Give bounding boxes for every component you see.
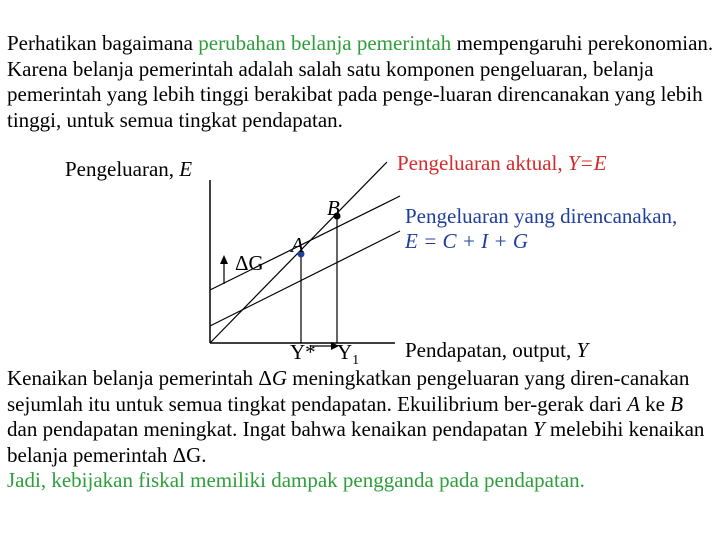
- x-axis-label-text: Pendapatan, output,: [405, 338, 577, 362]
- actual-line-label-text: Pengeluaran aktual,: [397, 151, 568, 175]
- intro-highlight: perubahan belanja pemerintah: [198, 31, 452, 55]
- outro-delta-g: ΔG.: [172, 442, 207, 467]
- x-axis-label: [405, 338, 588, 362]
- y-axis-label: [65, 157, 192, 181]
- point-b-text: B: [327, 196, 340, 220]
- actual-line-eq: Y=E: [567, 151, 607, 175]
- outro-y: Y: [532, 417, 545, 441]
- outro-delta: Δ: [258, 366, 272, 390]
- outro-conclusion: Jadi, kebijakan fiskal memiliki dampak pengganda pada pendapatan.: [7, 468, 585, 492]
- y-axis-label-text: Pengeluaran,: [65, 157, 180, 181]
- planned-line-label-1: Pengeluaran yang direncanakan,: [405, 204, 678, 228]
- planned-line-label-2: [405, 229, 528, 253]
- point-b-label: [327, 196, 340, 220]
- delta-g-label: ΔG: [235, 251, 264, 275]
- outro-g: G: [271, 366, 287, 390]
- actual-line-label: [397, 151, 607, 175]
- delta-g-arrow-head: [220, 255, 228, 264]
- outro-text-3: ke: [639, 391, 671, 416]
- intro-text-2: mempengaruhi perekonomian. Karena belanja pemerintah adalah salah satu komponen pengeluaran, belanja pemerintah yang lebih tinggi berakibat pada penge-luaran direncanakan yang lebih tinggi, untuk semua tingkat pendapatan.: [7, 31, 714, 132]
- planned-expenditure-line-new: [210, 196, 400, 290]
- outro-text-2: meningkatkan pengeluaran yang diren-canakan sejumlah itu untuk semua tingkat pendapatan. Ekuilibrium ber-gerak dari: [7, 366, 690, 416]
- outro-text-4: dan pendapatan meningkat. Ingat bahwa kenaikan pendapatan: [7, 417, 533, 441]
- y-star-label: Y*: [290, 340, 316, 364]
- y-axis-var: E: [179, 157, 193, 181]
- point-a-text: A: [291, 233, 304, 257]
- outro-text-1: Kenaikan belanja pemerintah: [7, 366, 259, 390]
- y1-base: Y: [337, 340, 353, 364]
- outro-b: B: [670, 391, 684, 416]
- point-a-label: [291, 233, 304, 257]
- y1-sub: 1: [352, 353, 360, 369]
- outro-paragraph: [7, 366, 715, 494]
- planned-line-eq: E = C + I + G: [405, 229, 529, 253]
- outro-a: A: [627, 391, 640, 416]
- outro-text-5: melebihi kenaikan belanja pemerintah: [7, 417, 705, 467]
- intro-text-1: Perhatikan bagaimana: [7, 31, 199, 55]
- x-axis-var: Y: [576, 338, 589, 362]
